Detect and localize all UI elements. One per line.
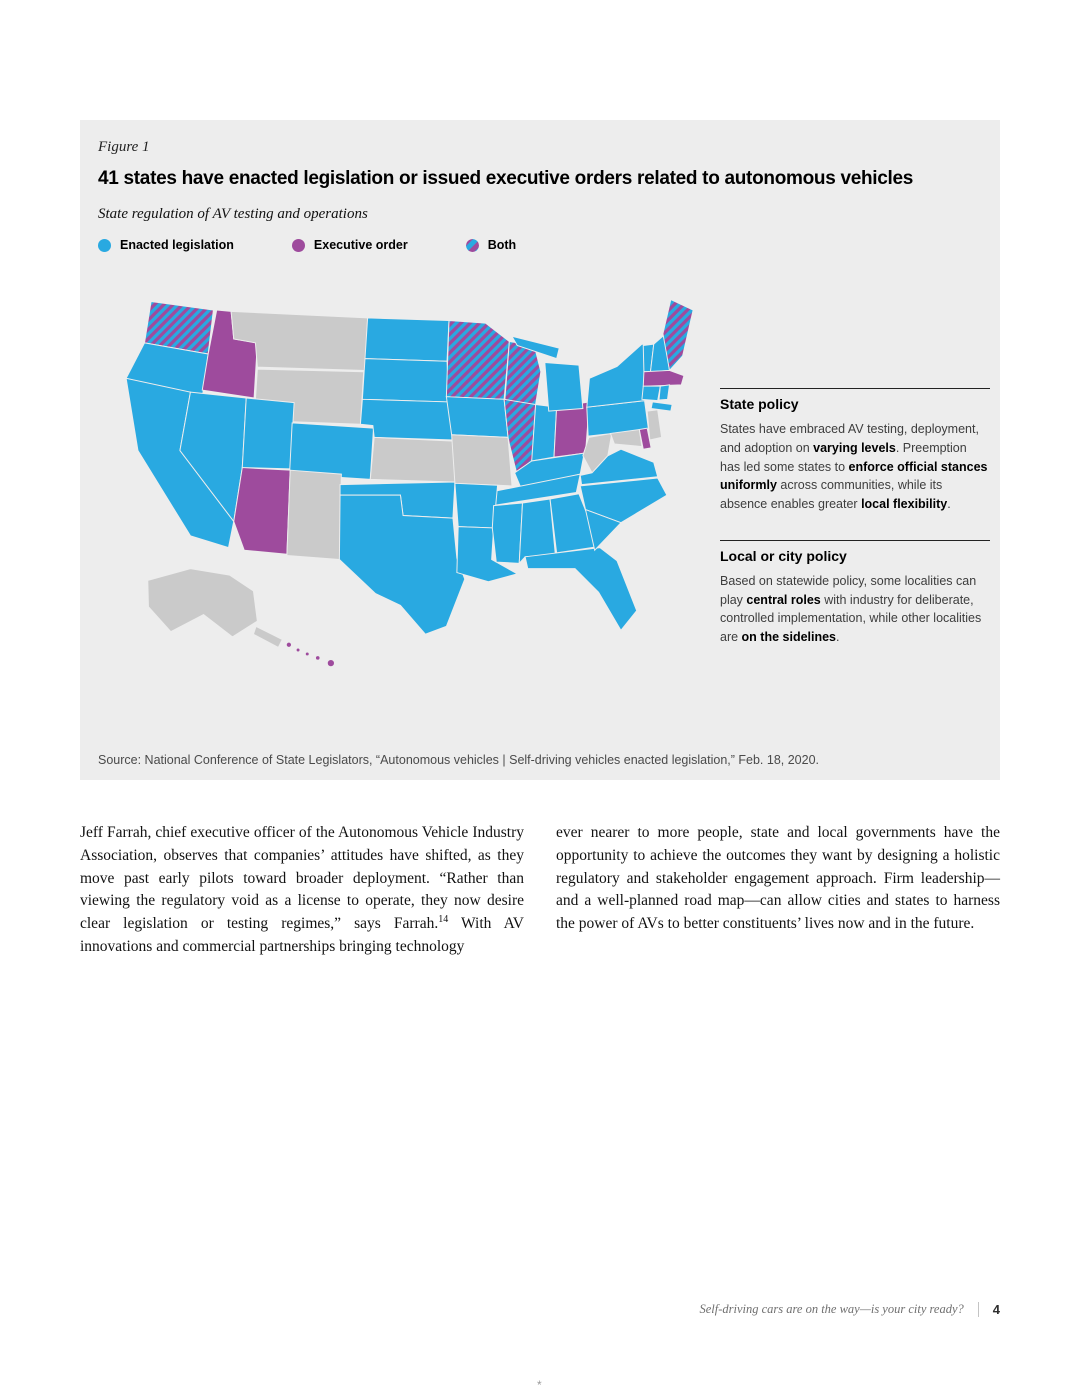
figure-subtitle: State regulation of AV testing and operations (98, 206, 368, 222)
body-column-right: ever nearer to more people, state and local governments have the opportunity to achieve the outcomes they want by designing a holistic regulatory and stakeholder engagement approach. Firm leadership—and a well-planned road map—can allow cities and states to harness the power of AVs to better constituents’ lives now and in the future. (556, 824, 1000, 933)
map-legend (98, 238, 516, 252)
figure-panel (80, 120, 1000, 780)
page-number: 4 (992, 1302, 1000, 1317)
annotation-text: Based on statewide policy, some localities can play central roles with industry for deliberate, controlled implementation, while other localities are on the sidelines. (720, 573, 982, 644)
footer-running-title: Self-driving cars are on the way—is your city ready? (699, 1302, 964, 1316)
state-MA (643, 370, 684, 386)
us-states-map (92, 272, 722, 692)
state-CT (642, 386, 660, 400)
annotation-state-policy (720, 388, 990, 514)
legend-swatch-purple-icon (292, 239, 305, 252)
legend-item-executive-order (292, 238, 408, 252)
bottom-mark: * (537, 1378, 542, 1392)
page-footer (699, 1302, 1000, 1317)
state-ME (663, 300, 693, 371)
state-NE (360, 399, 453, 440)
figure-title: 41 states have enacted legislation or issued executive orders related to autonomous vehicles (98, 168, 914, 189)
state-IA (446, 397, 508, 438)
state-AK (148, 569, 283, 648)
state-MN (446, 321, 509, 400)
state-UT (242, 398, 294, 469)
annotation-local-policy (720, 540, 990, 647)
state-MO (452, 435, 512, 486)
legend-item-both (466, 238, 516, 252)
state-HI (286, 642, 334, 667)
legend-label: Executive order (313, 238, 408, 252)
state-SD (362, 359, 449, 402)
legend-swatch-both-icon (466, 239, 479, 252)
body-column-left: Jeff Farrah, chief executive officer of the Autonomous Vehicle Industry Association, observes that companies’ attitudes have shifted, as they move past early pilots toward broader deployment. “Rather than viewing the regulatory void as a license to operate, they now desire clear legislation or testing regimes,” says Farrah.$^{14}$ With AV innovations and commercial partnerships bringing technology (80, 824, 524, 956)
state-KS (370, 437, 457, 482)
state-ND (365, 318, 449, 361)
state-NJ (647, 410, 661, 440)
footer-divider (978, 1302, 979, 1317)
state-AR (455, 483, 498, 528)
state-NM (287, 470, 341, 559)
state-FL (525, 548, 637, 631)
annotation-text: States have embraced AV testing, deployment, and adoption on varying levels. Preemption has led some states to enforce official stances uniformly across communities, while its absence enables greater local flexibility. (720, 422, 988, 511)
state-RI (659, 385, 670, 400)
body-text-columns (80, 822, 1000, 959)
figure-annotations (720, 388, 990, 647)
annotation-heading: State policy (720, 388, 990, 412)
state-MS (492, 503, 522, 563)
legend-label: Enacted legislation (120, 238, 234, 252)
annotation-heading: Local or city policy (720, 540, 990, 564)
state-AZ (234, 468, 290, 555)
figure-label: Figure 1 (98, 139, 150, 155)
legend-swatch-blue-icon (98, 239, 111, 252)
us-map-states (126, 300, 693, 667)
legend-item-enacted-legislation (98, 238, 234, 252)
figure-source: Source: National Conference of State Legislators, “Autonomous vehicles | Self-driving vehicles enacted legislation,” Feb. 18, 2020. (98, 753, 820, 767)
state-IN (532, 405, 557, 461)
legend-label: Both (487, 238, 517, 252)
